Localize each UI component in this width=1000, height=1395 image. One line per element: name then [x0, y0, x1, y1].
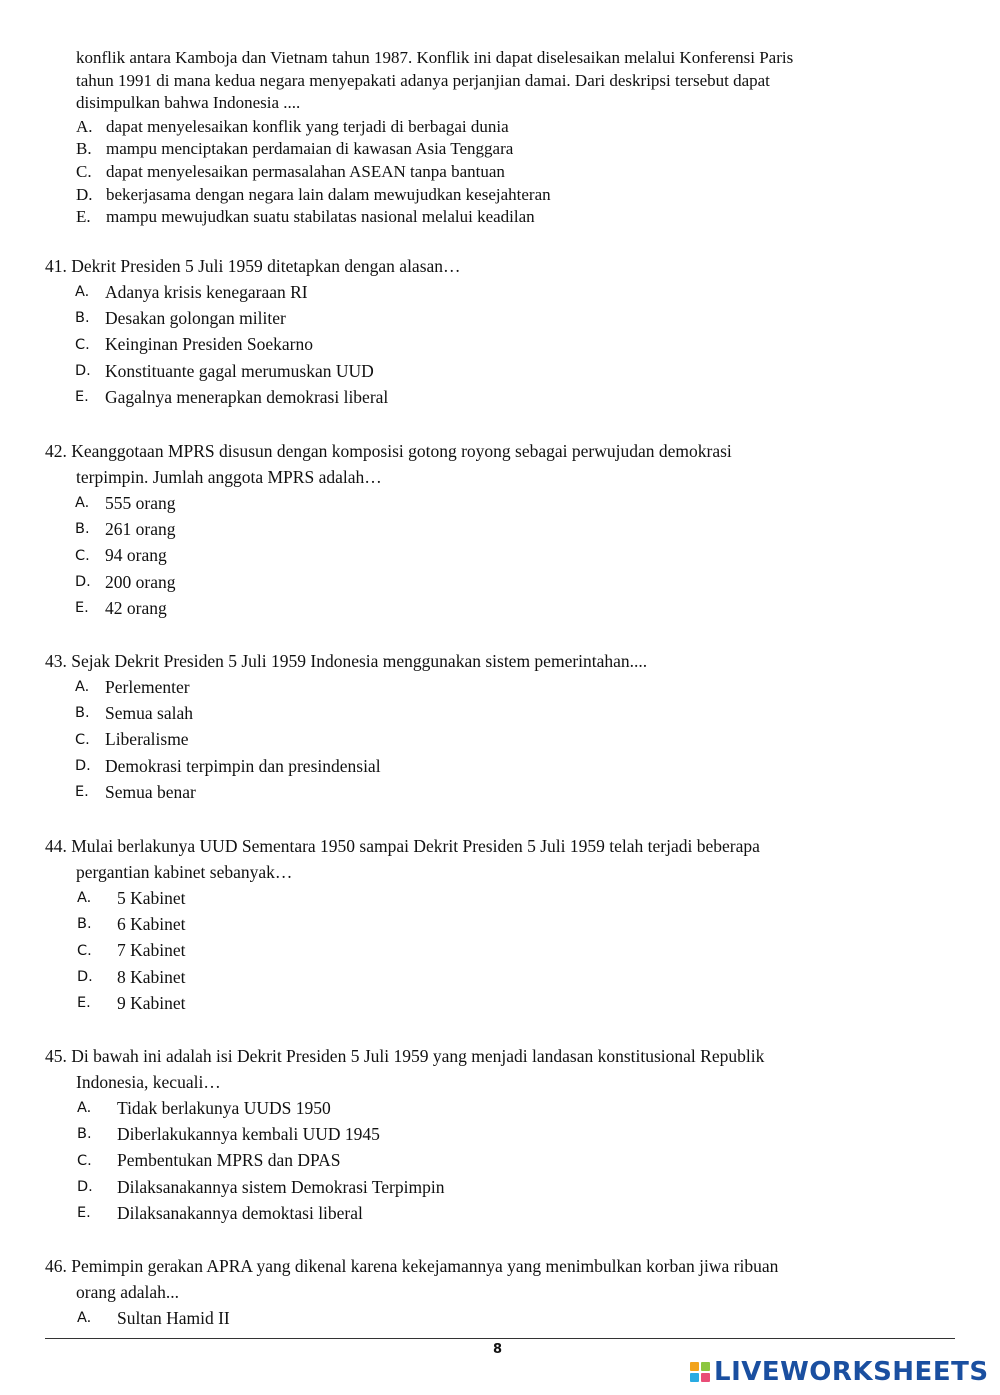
question-46: [45, 1253, 945, 1331]
answer-option-a[interactable]: [45, 490, 945, 516]
option-text: 94 orang: [105, 545, 167, 566]
answer-option-c[interactable]: [45, 332, 945, 358]
option-letter: A.: [77, 890, 92, 907]
stem-line: disimpulkan bahwa Indonesia ....: [76, 93, 301, 112]
question-stem: [45, 833, 945, 885]
option-letter: D.: [76, 184, 93, 204]
option-text: 6 Kabinet: [117, 913, 186, 934]
answer-option-b[interactable]: [76, 138, 936, 161]
option-letter: D.: [75, 758, 91, 775]
stem-line: orang adalah...: [76, 1282, 180, 1302]
option-letter: E.: [76, 207, 91, 227]
option-text: Konstituante gagal merumuskan UUD: [105, 360, 374, 381]
option-text: Diberlakukannya kembali UUD 1945: [117, 1123, 380, 1144]
option-letter: E.: [77, 1205, 91, 1222]
option-letter: D.: [75, 363, 91, 380]
option-text: Semua benar: [105, 781, 196, 802]
question-44: [45, 833, 945, 1016]
answer-option-c[interactable]: [45, 938, 945, 964]
answer-option-a[interactable]: [45, 1305, 945, 1331]
option-text: Semua salah: [105, 702, 193, 723]
answer-option-e[interactable]: [45, 595, 945, 621]
answer-option-e[interactable]: [45, 990, 945, 1016]
option-letter: B.: [75, 310, 90, 327]
stem-line: Dekrit Presiden 5 Juli 1959 ditetapkan dengan alasan…: [71, 256, 461, 276]
stem-line: Mulai berlakunya UUD Sementara 1950 sampai Dekrit Presiden 5 Juli 1959 telah terjadi beberapa: [71, 836, 760, 856]
option-letter: D.: [75, 574, 91, 591]
question-number: 46.: [45, 1256, 67, 1276]
option-text: Desakan golongan militer: [105, 307, 286, 328]
answer-option-e[interactable]: [45, 779, 945, 805]
answer-option-a[interactable]: [45, 1095, 945, 1121]
stem-line: Di bawah ini adalah isi Dekrit Presiden 5 Juli 1959 yang menjadi landasan konstitusional Republik: [71, 1046, 765, 1066]
logo-tile: [701, 1362, 710, 1371]
answer-option-d[interactable]: [45, 753, 945, 779]
answer-option-c[interactable]: [76, 161, 936, 184]
question-number: 43.: [45, 651, 67, 671]
logo-grid-icon: [690, 1362, 710, 1382]
stem-line: Pemimpin gerakan APRA yang dikenal karena kekejamannya yang menimbulkan korban jiwa ribuan: [71, 1256, 779, 1276]
answer-option-a[interactable]: [45, 885, 945, 911]
option-letter: C.: [75, 731, 90, 748]
question-stem: [45, 438, 945, 490]
question-stem: [45, 648, 945, 674]
answer-option-b[interactable]: [45, 1121, 945, 1147]
logo-tile: [690, 1373, 699, 1382]
option-letter: D.: [77, 969, 93, 986]
stem-line: Sejak Dekrit Presiden 5 Juli 1959 Indonesia menggunakan sistem pemerintahan....: [71, 651, 648, 671]
option-text: dapat menyelesaikan permasalahan ASEAN tanpa bantuan: [106, 161, 505, 181]
answer-options: [76, 116, 936, 230]
question-41: [45, 253, 945, 410]
option-text: 7 Kabinet: [117, 940, 186, 961]
option-text: Pembentukan MPRS dan DPAS: [117, 1150, 341, 1171]
logo-tile: [690, 1362, 699, 1371]
option-letter: B.: [75, 705, 90, 722]
stem-line: Indonesia, kecuali…: [76, 1072, 221, 1092]
option-text: Sultan Hamid II: [117, 1307, 230, 1328]
liveworksheets-logo[interactable]: [690, 1357, 989, 1387]
option-letter: A.: [75, 679, 90, 696]
option-letter: B.: [75, 521, 90, 538]
option-letter: C.: [77, 1152, 92, 1169]
logo-tile: [701, 1373, 710, 1382]
option-letter: E.: [75, 784, 89, 801]
question-number: 41.: [45, 256, 67, 276]
option-letter: B.: [77, 1126, 92, 1143]
option-text: 5 Kabinet: [117, 887, 186, 908]
option-text: Gagalnya menerapkan demokrasi liberal: [105, 386, 389, 407]
option-letter: A.: [77, 1100, 92, 1117]
answer-option-a[interactable]: [45, 674, 945, 700]
option-text: mampu mewujudkan suatu stabilatas nasional melalui keadilan: [106, 207, 535, 227]
answer-option-d[interactable]: [76, 184, 936, 207]
stem-line: Keanggotaan MPRS disusun dengan komposisi gotong royong sebagai perwujudan demokrasi: [71, 441, 732, 461]
answer-option-a[interactable]: [76, 116, 936, 139]
option-text: Liberalisme: [105, 729, 189, 750]
option-letter: B.: [76, 139, 92, 159]
option-text: mampu menciptakan perdamaian di kawasan Asia Tenggara: [106, 139, 514, 159]
answer-option-b[interactable]: [45, 700, 945, 726]
stem-line: konflik antara Kamboja dan Vietnam tahun 1987. Konflik ini dapat diselesaikan melalui Konferensi Paris: [76, 48, 794, 67]
question-stem: [45, 1043, 945, 1095]
option-text: bekerjasama dengan negara lain dalam mewujudkan kesejahteran: [106, 184, 551, 204]
option-text: Keinginan Presiden Soekarno: [105, 334, 314, 355]
option-text: dapat menyelesaikan konflik yang terjadi di berbagai dunia: [106, 116, 509, 136]
question-42: [45, 438, 945, 621]
answer-option-b[interactable]: [45, 305, 945, 331]
option-text: Tidak berlakunya UUDS 1950: [117, 1097, 331, 1118]
question-number: 45.: [45, 1046, 67, 1066]
option-text: 555 orang: [105, 492, 176, 513]
option-text: Dilaksanakannya demoktasi liberal: [117, 1202, 363, 1223]
option-text: 200 orang: [105, 571, 176, 592]
answer-option-c[interactable]: [45, 543, 945, 569]
option-letter: B.: [77, 916, 92, 933]
option-letter: A.: [75, 284, 90, 301]
answer-option-b[interactable]: [45, 516, 945, 542]
question-number: 42.: [45, 441, 67, 461]
option-letter: C.: [75, 547, 90, 564]
option-text: 9 Kabinet: [117, 992, 186, 1013]
option-text: 8 Kabinet: [117, 966, 186, 987]
option-text: 42 orang: [105, 597, 167, 618]
footer-divider: [45, 1338, 955, 1339]
option-text: Demokrasi terpimpin dan presindensial: [105, 755, 381, 776]
stem-line: pergantian kabinet sebanyak…: [76, 862, 293, 882]
option-letter: E.: [77, 995, 91, 1012]
question-stem: [45, 253, 945, 279]
answer-option-d[interactable]: [45, 964, 945, 990]
answer-option-c[interactable]: [45, 1148, 945, 1174]
option-text: Perlementer: [105, 676, 190, 697]
option-text: Dilaksanakannya sistem Demokrasi Terpimpin: [117, 1176, 445, 1197]
option-letter: E.: [75, 389, 89, 406]
option-letter: C.: [76, 161, 92, 181]
option-letter: C.: [75, 336, 90, 353]
answer-option-b[interactable]: [45, 911, 945, 937]
option-letter: C.: [77, 942, 92, 959]
option-text: Adanya krisis kenegaraan RI: [105, 281, 308, 302]
brand-name: LIVEWORKSHEETS: [714, 1357, 989, 1387]
answer-option-e[interactable]: [45, 384, 945, 410]
stem-line: tahun 1991 di mana kedua negara menyepakati adanya perjanjian damai. Dari deskripsi tersebut dapat: [76, 70, 770, 90]
option-text: 261 orang: [105, 518, 176, 539]
answer-option-e[interactable]: [45, 1200, 945, 1226]
question-45: [45, 1043, 945, 1226]
answer-option-d[interactable]: [45, 358, 945, 384]
stem-line: terpimpin. Jumlah anggota MPRS adalah…: [76, 467, 382, 487]
option-letter: A.: [75, 495, 90, 512]
option-letter: E.: [75, 600, 89, 617]
option-letter: A.: [77, 1310, 92, 1327]
page-number: 8: [493, 1342, 503, 1357]
option-letter: A.: [76, 116, 93, 136]
question-number: 44.: [45, 836, 67, 856]
answer-option-c[interactable]: [45, 727, 945, 753]
answer-option-d[interactable]: [45, 1174, 945, 1200]
question-stem: [45, 1253, 945, 1305]
answer-option-a[interactable]: [45, 279, 945, 305]
answer-option-d[interactable]: [45, 569, 945, 595]
answer-option-e[interactable]: [76, 206, 936, 229]
question-40-continuation: [76, 47, 936, 229]
option-letter: D.: [77, 1179, 93, 1196]
question-43: [45, 648, 945, 805]
